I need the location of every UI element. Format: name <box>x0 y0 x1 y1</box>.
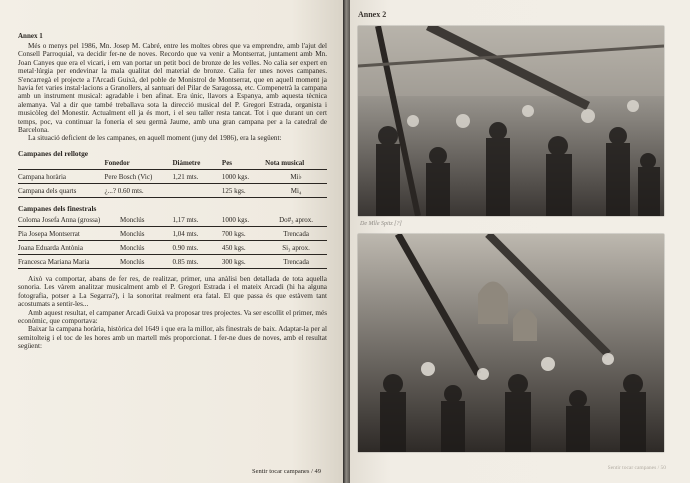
crowd-photo-top <box>358 26 664 216</box>
table-cell: Monclús <box>120 254 173 268</box>
table-row <box>18 169 327 183</box>
outro-text <box>18 275 327 351</box>
table-cell: Trencada <box>265 226 327 240</box>
finestrals-table <box>18 213 327 269</box>
header-cell <box>18 158 105 170</box>
table-cell: 125 kgs. <box>222 183 265 197</box>
table-cell: Coloma Josefa Anna (grossa) <box>18 213 120 227</box>
table-row <box>18 254 327 268</box>
book-gutter <box>343 0 350 483</box>
table-cell: Mi₄ <box>265 183 327 197</box>
table-cell: Joana Eduarda Antònia <box>18 240 120 254</box>
page-footer: Sentir tocar campanes / 49 <box>252 468 321 475</box>
table-cell: Monclús <box>120 240 173 254</box>
table-cell: Francesca Mariana Maria <box>18 254 120 268</box>
finestrals-section-title: Campanes dels finestrals <box>18 203 97 213</box>
table-cell: 300 kgs. <box>222 254 265 268</box>
table-cell: Mi♭ <box>265 169 327 183</box>
table-cell: 1000 kgs. <box>222 213 265 227</box>
table-cell: Monclús <box>120 226 173 240</box>
outro-paragraph-1: Això va comportar, abans de fer res, de realitzar, primer, una anàlisi ben detallada de tota aquella sonoria. Les vàrem analitzar musicalment amb el P. Gregori Estrada i el mateix Arcadi (hi ha alguna fotografia, potser a La Segarra?), i la sonoritat realment era fatal. El que passa és que estàvem tant acostumats a sentir-les... <box>18 274 327 309</box>
outro-paragraph-2: Amb aquest resultat, el campaner Arcadi Guixà va proposar tres projectes. Va ser escollit el primer, més econòmic, que comportava: <box>18 308 327 325</box>
right-page <box>350 0 690 483</box>
rellotge-header-row <box>18 158 327 170</box>
intro-paragraph-1: Més o menys pel 1986, Mn. Josep M. Cabré, entre les moltes obres que va emprendre, amb l'ajut del Consell Parroquial, va decidir fer-ne de noves. Recordo que va venir a Montserrat, juntament amb Mn. Joan Canyes que era el vicari, i em van portar un petit boci de bronze de les velles. No calia ser expert en metal·lúrgia per endevinar la mala qualitat del material de bronze. Calia fer unes noves campanes. S'encarregà el projecte a l'Arcadi Guixà, del poble de Monistrol de Montserrat, que en aquell moment ja havia fet varies instal·lacions a Granollers, al santuari del Pilar de Saragossa, etc. Compenetrà la campana amb un instrument musical: agradable i ben afinat. Era únic, llavors a Espanya, amb aquesta tècnica alemanya. Val a dir que també treballava sota la direcció musical del P. Gregori Estrada, organista i musicòleg del Monestir. Actualment ell ja és mort, i el seu taller resta tancat. Tot i que durant un cert temps, poc, va continuar la foneria el seu germà Jaume, amb una gran campana per a la catedral de Barcelona. <box>18 42 327 135</box>
intro-paragraph-2: La situació deficient de les campanes, en aquell moment (juny del 1986), era la següent: <box>28 134 282 143</box>
table-cell: Trencada <box>265 254 327 268</box>
table-cell: ¿...? 0.60 mts. <box>105 183 173 197</box>
table-cell: 0.85 mts. <box>172 254 221 268</box>
table-cell: Monclús <box>120 213 173 227</box>
table-cell: Si₃ aprox. <box>265 240 327 254</box>
table-row <box>18 213 327 227</box>
table-row <box>18 240 327 254</box>
annex-2-title: Annex 2 <box>358 10 387 19</box>
header-cell: Nota musical <box>265 158 327 170</box>
intro-text <box>18 42 327 143</box>
table-row <box>18 226 327 240</box>
rellotge-table <box>18 158 327 198</box>
crowd-photo-bottom <box>358 234 664 452</box>
table-cell: Pia Josepa Montserrat <box>18 226 120 240</box>
table-cell: Campana dels quarts <box>18 183 105 197</box>
table-cell: 1,17 mts. <box>172 213 221 227</box>
table-row <box>18 183 327 197</box>
table-cell: 1000 kgs. <box>222 169 265 183</box>
photo-caption: De Mlle Spitz [?] <box>360 221 402 227</box>
annex-1-title: Annex 1 <box>18 32 43 40</box>
outro-paragraph-3: Baixar la campana horària, històrica del 1649 i que era la millor, als finestrals de baix. Adaptar-la per al semitolteig i el toc de les hores amb un martell més proporcionat. I fer-ne dues de noves, amb el resultat següent: <box>18 325 327 351</box>
page-footer: Sentir tocar campanes / 50 <box>607 465 666 471</box>
header-cell: Diàmetre <box>172 158 221 170</box>
table-cell: 1,21 mts. <box>172 169 221 183</box>
table-cell: 700 kgs. <box>222 226 265 240</box>
header-cell: Fonedor <box>105 158 173 170</box>
table-cell: Do#₃ aprox. <box>265 213 327 227</box>
table-cell: 1,04 mts. <box>172 226 221 240</box>
table-cell <box>172 183 221 197</box>
left-page <box>0 0 343 483</box>
table-cell: 450 kgs. <box>222 240 265 254</box>
table-cell: 0.90 mts. <box>172 240 221 254</box>
table-cell: Campana horària <box>18 169 105 183</box>
header-cell: Pes <box>222 158 265 170</box>
rellotge-section-title: Campanes del rellotge <box>18 148 89 158</box>
table-cell: Pere Bosch (Vic) <box>105 169 173 183</box>
